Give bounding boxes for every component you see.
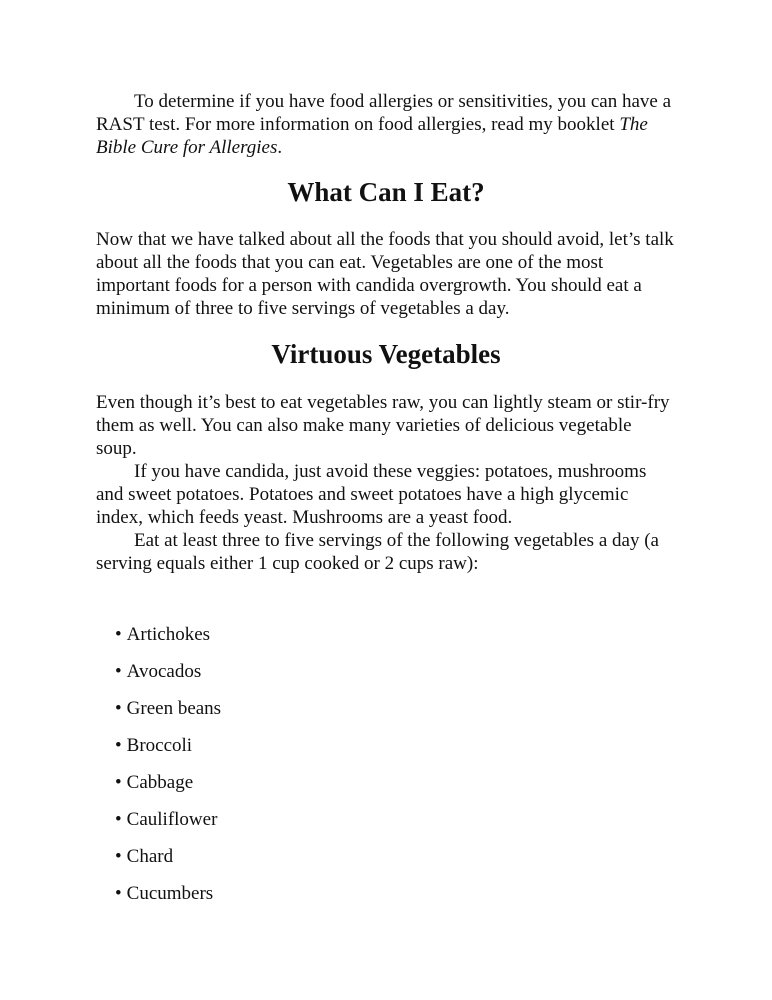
avoid-veggies-paragraph: If you have candida, just avoid these veggies: potatoes, mushrooms and sweet potatoes. Potatoes and sweet potatoes have a high glycemic index, which feeds yeast. Mushrooms are a yeast food. xyxy=(96,461,647,528)
bullet-icon: • xyxy=(115,698,122,719)
list-item-label: Chard xyxy=(126,846,174,867)
list-item xyxy=(115,771,676,794)
bullet-icon: • xyxy=(115,624,122,645)
list-item-label: Artichokes xyxy=(126,624,211,645)
intro-end: . xyxy=(277,137,283,158)
vegetable-list xyxy=(115,623,676,905)
list-item xyxy=(115,623,676,646)
what-can-i-eat-paragraph: Now that we have talked about all the foods that you should avoid, let’s talk about all the foods that you can eat. Vegetables are one of the most important foods for a person with candida overgrowth. You should eat a minimum of three to five servings of vegetables a day. xyxy=(96,229,674,319)
list-item-label: Broccoli xyxy=(126,735,193,756)
book-title: The Bible Cure for Allergies xyxy=(96,114,648,158)
list-item xyxy=(115,845,676,868)
heading-virtuous-vegetables: Virtuous Vegetables xyxy=(271,339,501,369)
list-item xyxy=(115,697,676,720)
servings-paragraph: Eat at least three to five servings of the following vegetables a day (a serving equals either 1 cup cooked or 2 cups raw): xyxy=(96,530,659,574)
list-item-label: Avocados xyxy=(126,661,202,682)
heading-what-can-i-eat: What Can I Eat? xyxy=(287,177,485,207)
cooking-paragraph: Even though it’s best to eat vegetables raw, you can lightly steam or stir-fry them as well. You can also make many varieties of delicious vegetable soup. xyxy=(96,392,670,459)
list-item-label: Cabbage xyxy=(126,772,194,793)
list-item xyxy=(115,808,676,831)
list-item xyxy=(115,660,676,683)
list-item-label: Cauliflower xyxy=(126,809,218,830)
page-body xyxy=(96,90,676,919)
intro-paragraph xyxy=(96,90,676,159)
bullet-icon: • xyxy=(115,883,122,904)
list-item xyxy=(115,882,676,905)
bullet-icon: • xyxy=(115,846,122,867)
intro-text: To determine if you have food allergies or sensitivities, you can have a RAST test. For more information on food allergies, read my booklet xyxy=(96,91,672,135)
list-item-label: Green beans xyxy=(126,698,222,719)
bullet-icon: • xyxy=(115,772,122,793)
bullet-icon: • xyxy=(115,735,122,756)
list-item xyxy=(115,734,676,757)
list-item-label: Cucumbers xyxy=(126,883,214,904)
bullet-icon: • xyxy=(115,661,122,682)
bullet-icon: • xyxy=(115,809,122,830)
